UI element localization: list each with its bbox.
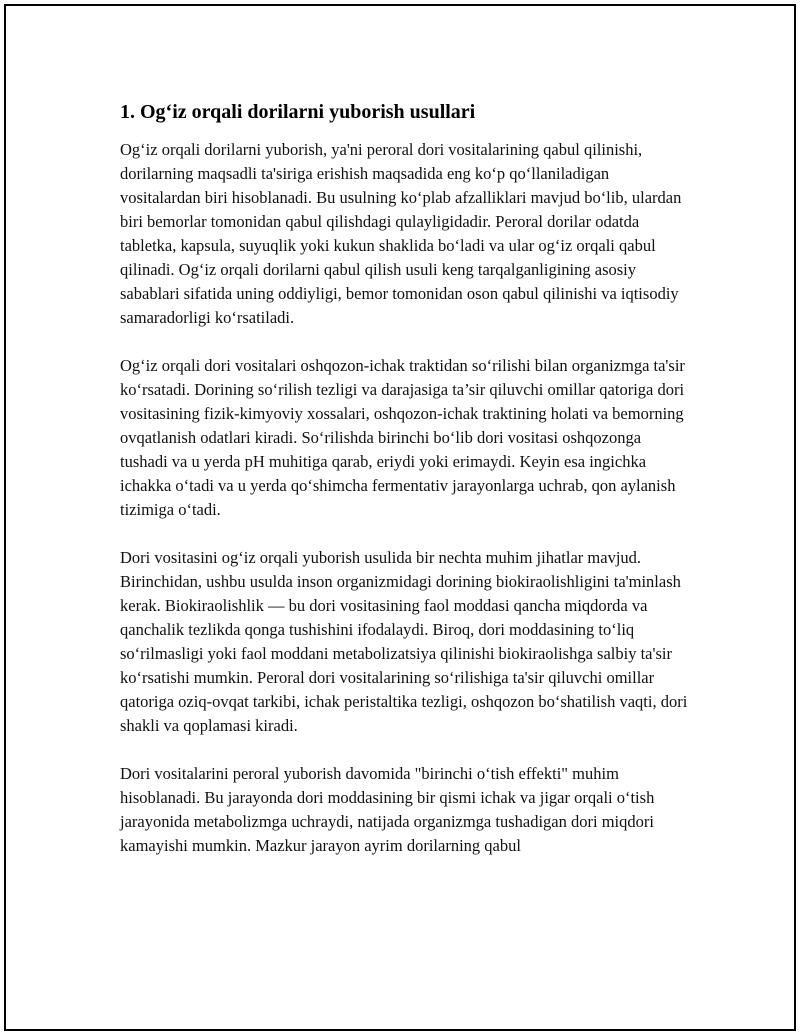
paragraph-1: Og‘iz orqali dorilarni yuborish, ya'ni peroral dori vositalarining qabul qilinishi, dorilarning maqsadli ta'siriga erishish maqsadida eng ko‘p qo‘llaniladigan vositalardan biri hisoblanadi. Bu usulning ko‘plab afzalliklari mavjud bo‘lib, ulardan biri bemorlar tomonidan qabul qilishdagi qulayligidadir. Peroral dorilar odatda tabletka, kapsula, suyuqlik yoki kukun shaklida bo‘ladi va ular og‘iz orqali qabul qilinadi. Og‘iz orqali dorilarni qabul qilish usuli keng tarqalganligining asosiy sabablari sifatida uning oddiyligi, bemor tomonidan oson qabul qilinishi va iqtisodiy samaradorligi ko‘rsatiladi. [120,140,682,327]
page-frame [4,4,796,1031]
paragraph-2: Og‘iz orqali dori vositalari oshqozon-ichak traktidan so‘rilishi bilan organizmga ta'sir ko‘rsatadi. Dorining so‘rilish tezligi va darajasiga ta’sir qiluvchi omillar qatoriga dori vositasining fizik-kimyoviy xossalari, oshqozon-ichak traktining holati va bemorning ovqatlanish odatlari kiradi. So‘rilishda birinchi bo‘lib dori vositasi oshqozonga tushadi va u yerda pH muhitiga qarab, eriydi yoki erimaydi. Keyin esa ingichka ichakka o‘tadi va u yerda qo‘shimcha fermentativ jarayonlarga uchrab, qon aylanish tizimiga o‘tadi. [120,356,685,519]
section-title: 1. Og‘iz orqali dorilarni yuborish usullari [120,101,476,123]
paragraph-4: Dori vositalarini peroral yuborish davomida "birinchi o‘tish effekti" muhim hisoblanadi. Bu jarayonda dori moddasining bir qismi ichak va jigar orqali o‘tish jarayonida metabolizmga uchraydi, natijada organizmga tushadigan dori miqdori kamayishi mumkin. Mazkur jarayon ayrim dorilarning qabul [120,764,655,855]
paragraph-3: Dori vositasini og‘iz orqali yuborish usulida bir nechta muhim jihatlar mavjud. Birinchidan, ushbu usulda inson organizmidagi dorining biokiraolishligini ta'minlash kerak. Biokiraolishlik — bu dori vositasining faol moddasi qancha miqdorda va qanchalik tezlikda qonga tushishini ifodalaydi. Biroq, dori moddasining to‘liq so‘rilmasligi yoki faol moddani metabolizatsiya qilinishi biokiraolishga salbiy ta'sir ko‘rsatishi mumkin. Peroral dori vositalarining so‘rilishiga ta'sir qiluvchi omillar qatoriga oziq-ovqat tarkibi, ichak peristaltika tezligi, oshqozon bo‘shatilish vaqti, dori shakli va qoplamasi kiradi. [120,548,688,735]
document-body [120,100,692,882]
